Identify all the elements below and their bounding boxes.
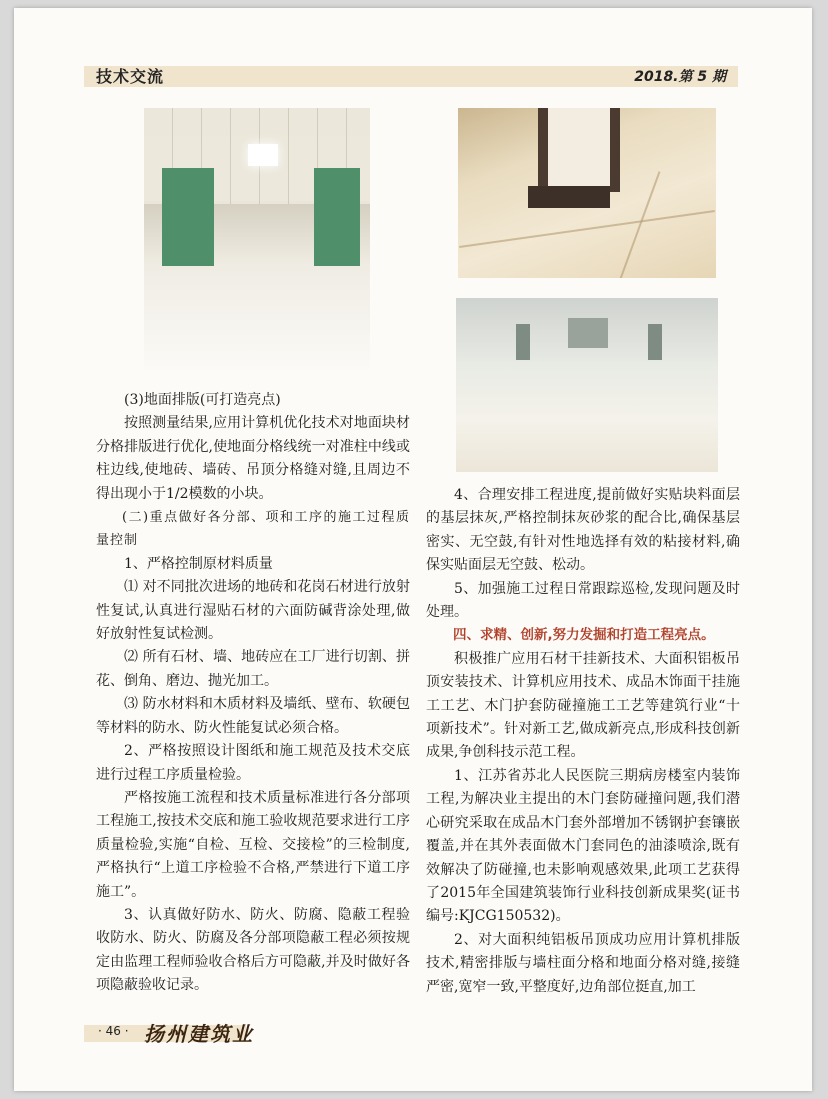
- paragraph: 严格按施工流程和技术质量标准进行各分部项工程施工,按技术交底和施工验收规范要求进行工序质量检验,实施“自检、互检、交接检”的三检制度,严格执行“上道工序检验不合格,严禁进行下道工序施工”。: [96, 789, 410, 900]
- paragraph: ⑵ 所有石材、墙、地砖应在工厂进行切割、拼花、倒角、磨边、抛光加工。: [96, 649, 410, 689]
- paragraph: 2、对大面积纯铝板吊顶成功应用计算机排版技术,精密排版与墙柱面分格和地面分格对缝,接缝严密,宽窄一致,平整度好,边角部位挺直,加工: [426, 931, 740, 995]
- side-door: [516, 324, 530, 360]
- right-column: [426, 484, 740, 999]
- corridor-photo: [144, 108, 370, 370]
- side-door: [648, 324, 662, 360]
- ceiling-light: [248, 144, 278, 166]
- paragraph: 2、严格按照设计图纸和施工规范及技术交底进行过程工序质量检验。: [96, 743, 410, 783]
- left-column: [96, 389, 410, 998]
- subsection-heading: (3)地面排版(可打造亮点): [124, 392, 281, 408]
- paragraph: 积极推广应用石材干挂新技术、大面积铝板吊顶安装技术、计算机应用技术、成品木饰面干挂施工工艺、木门护套防碰撞施工工艺等建筑行业“十项新技术”。针对新工艺,做成新亮点,形成科技创新成果,争创科技示范工程。: [426, 650, 740, 761]
- paragraph: 1、江苏省苏北人民医院三期病房楼室内装饰工程,为解决业主提出的木门套防碰撞问题,我们潜心研究采取在成品木门套外部增加不锈钢护套镶嵌覆盖,并在其外表面做木门套同色的油漆喷涂,既有效解决了防碰撞,也未影响观感效果,此项工艺获得了2015年全国建筑装饰行业科技创新成果奖(证书编号:KJCG150532)。: [426, 767, 740, 925]
- long-corridor-photo: [456, 298, 718, 472]
- paragraph: 4、合理安排工程进度,提前做好实贴块料面层的基层抹灰,严格控制抹灰砂浆的配合比,确保基层密实、无空鼓,有针对性地选择有效的粘接材料,确保实贴面层无空鼓、松动。: [426, 487, 740, 574]
- subsection-title: (二)重点做好各分部、项和工序的施工过程质量控制: [96, 510, 410, 549]
- paragraph: 1、严格控制原材料质量: [124, 555, 273, 572]
- paragraph: 5、加强施工过程日常跟踪巡检,发现问题及时处理。: [426, 580, 740, 621]
- paragraph: ⑴ 对不同批次进场的地砖和花岗石材进行放射性复试,认真进行湿贴石材的六面防碱背涂处理,做好放射性复试检测。: [96, 579, 410, 643]
- journal-logo: 扬州建筑业: [144, 1022, 254, 1046]
- corridor-end: [568, 318, 608, 348]
- paragraph: 3、认真做好防水、防火、防腐、隐蔽工程验收防水、防火、防腐及各分部项隐蔽工程必须按规定由监理工程师验收合格后方可隐蔽,并及时做好各项隐蔽验收记录。: [96, 906, 410, 994]
- column-base: [528, 186, 610, 208]
- column: [538, 108, 620, 192]
- section-title: 技术交流: [96, 67, 165, 86]
- paragraph: ⑶ 防水材料和木质材料及墙纸、壁布、软硬包等材料的防水、防火性能复试必须合格。: [96, 696, 410, 736]
- paragraph: 按照测量结果,应用计算机优化技术对地面块材分格排版进行优化,使地面分格线统一对准柱中线或柱边线,使地砖、墙砖、吊顶分格缝对缝,且周边不得出现小于1/2模数的小块。: [96, 415, 410, 502]
- section-heading: 四、求精、创新,努力发掘和打造工程亮点。: [453, 627, 715, 644]
- page-number: · 46 ·: [98, 1024, 129, 1038]
- floor-joint: [459, 210, 715, 248]
- tile-floor: [144, 266, 370, 370]
- lobby-column-photo: [458, 108, 716, 278]
- issue-number: 2018.第 5 期: [634, 69, 726, 85]
